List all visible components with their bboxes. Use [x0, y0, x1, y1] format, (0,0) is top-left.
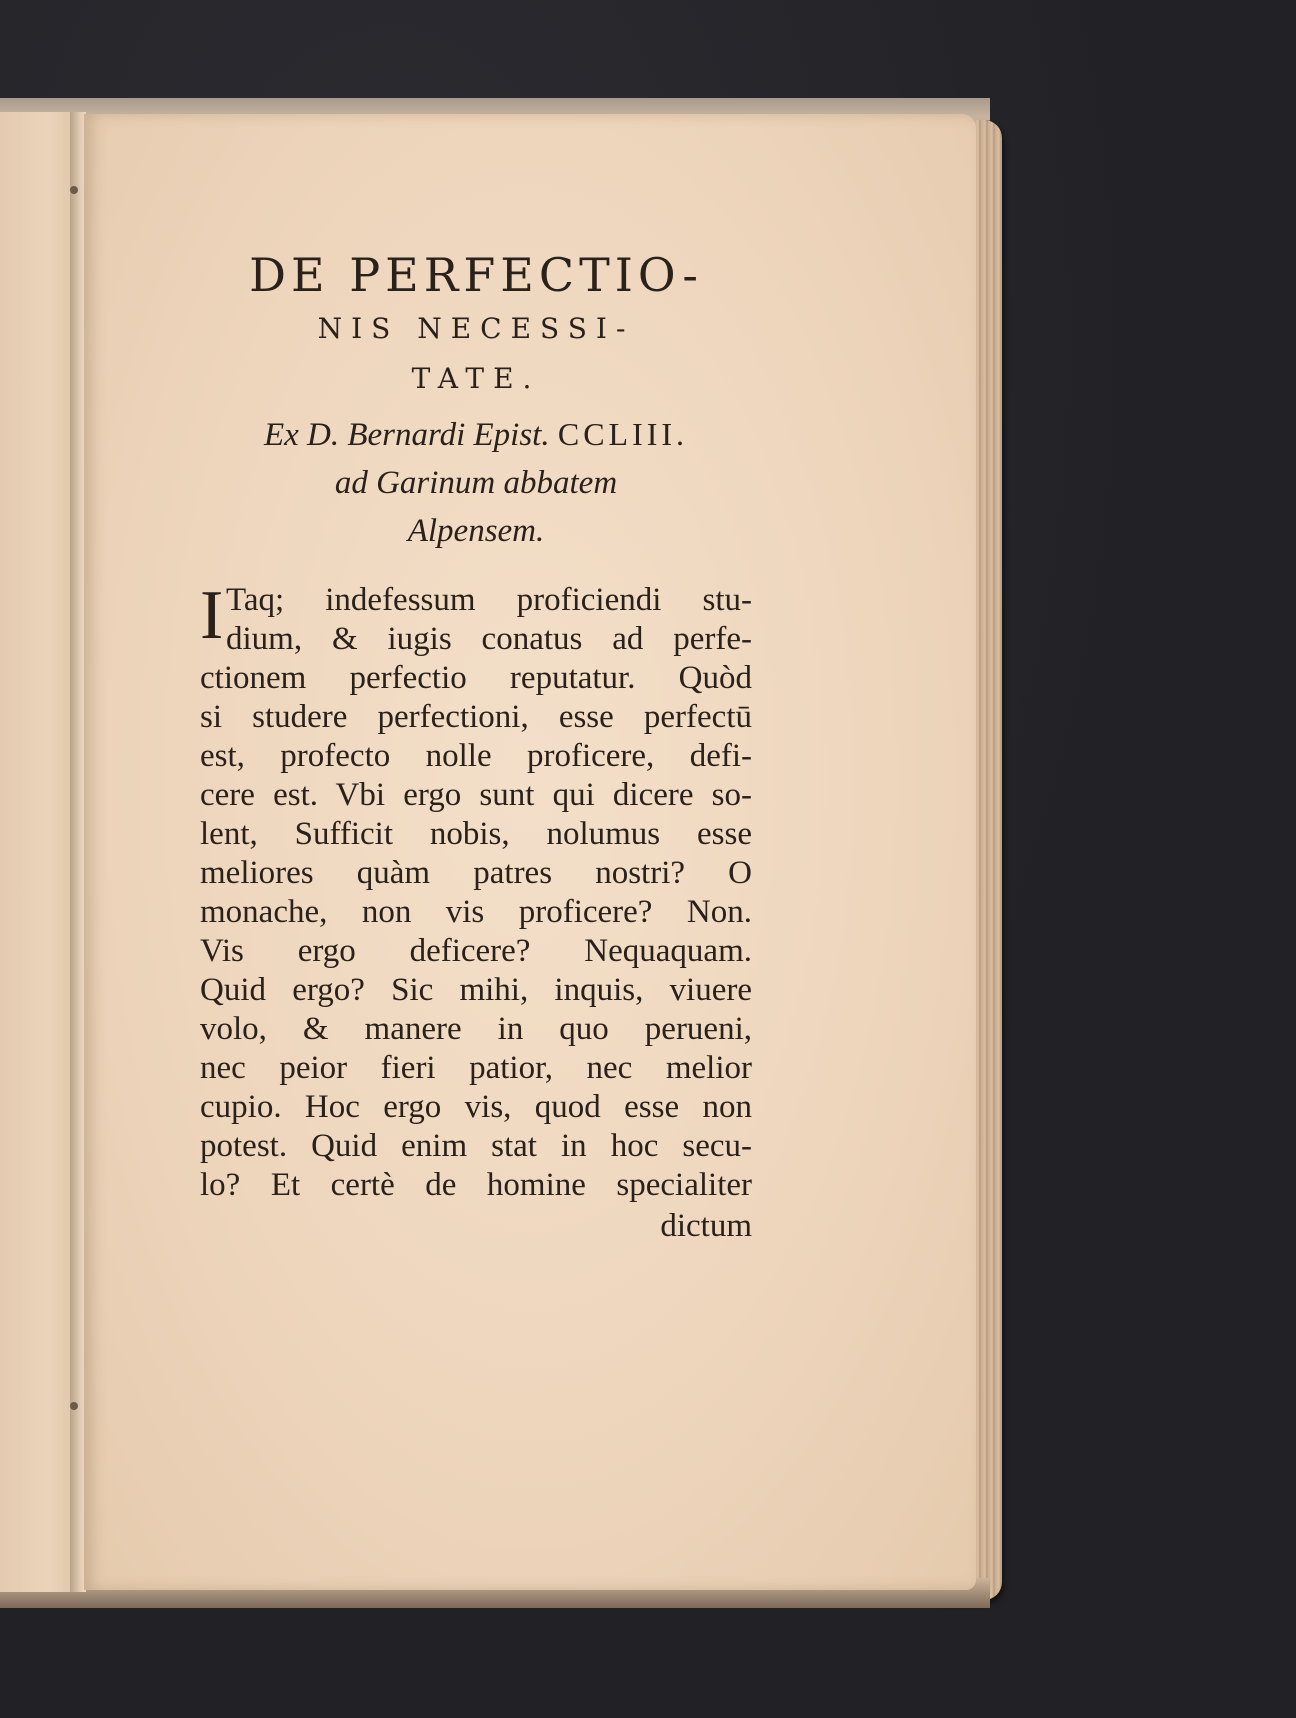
body-line: ctionem perfectio reputatur. Quòd — [200, 660, 752, 696]
body-line: meliores quàm patres nostri? O — [200, 855, 752, 891]
body-line: monache, non vis proficere? Non. — [200, 894, 752, 930]
binding-stitch — [70, 186, 78, 194]
source-line — [200, 410, 752, 459]
drop-cap-initial: I — [200, 577, 224, 654]
body-line: Vis ergo deficere? Nequaquam. — [200, 933, 752, 969]
title-line: DE PERFECTIO- — [249, 248, 703, 302]
body-line: lo? Et certè de homine specialiter — [200, 1167, 752, 1203]
body-line: dium, & iugis conatus ad perfe- — [226, 621, 752, 657]
source-line — [200, 507, 752, 555]
source-text: Ex D. Bernardi Epist. — [263, 417, 550, 453]
binding-stitch — [70, 1402, 78, 1410]
body-line: cere est. Vbi ergo sunt qui dicere so- — [200, 777, 752, 813]
body-paragraph — [200, 577, 752, 1205]
body-line: est, profecto nolle proficere, defi- — [200, 738, 752, 774]
body-line: Taq; indefessum proficiendi stu- — [226, 582, 752, 618]
title-line: NIS NECESSI- — [317, 312, 635, 345]
body-line: volo, & manere in quo perueni, — [200, 1011, 752, 1047]
body-line: si studere perfectioni, esse perfectū — [200, 699, 752, 735]
body-line: cupio. Hoc ergo vis, quod esse non — [200, 1089, 752, 1125]
catchword: dictum — [660, 1208, 752, 1244]
body-line: Quid ergo? Sic mihi, inquis, viuere — [200, 972, 752, 1008]
source-heading — [200, 410, 752, 555]
body-line: lent, Sufficit nobis, nolumus esse — [200, 816, 752, 852]
source-text: Alpensem. — [407, 513, 545, 549]
page-text-block — [200, 246, 752, 1246]
source-line — [200, 459, 752, 507]
source-text: ad Garinum abbatem — [334, 465, 618, 501]
body-line: potest. Quid enim stat in hoc secu- — [200, 1128, 752, 1164]
title-line: TATE. — [411, 362, 541, 395]
body-line: nec peior fieri patior, nec melior — [200, 1050, 752, 1086]
source-epistle-number: CCLIII. — [557, 416, 689, 452]
